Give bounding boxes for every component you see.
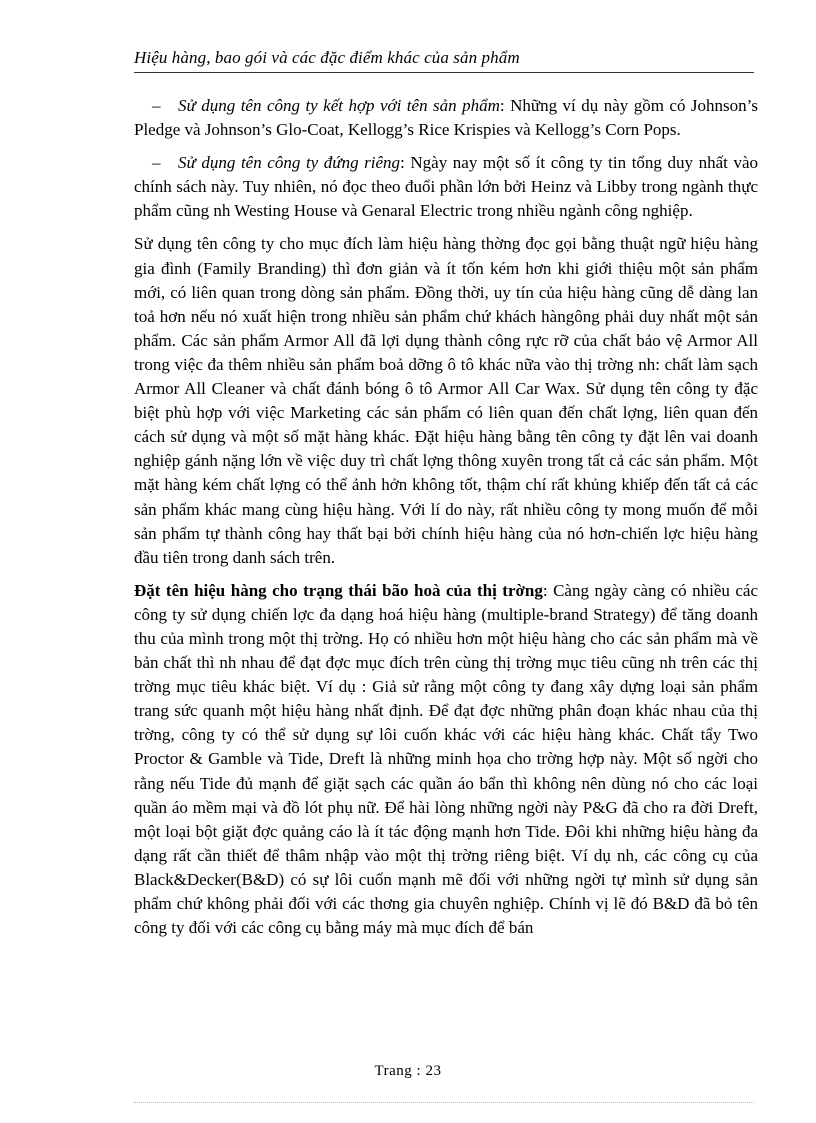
list-item bbox=[134, 94, 758, 142]
section-text: : Càng ngày càng có nhiều các công ty sử dụng chiến lợc đa dạng hoá hiệu hàng (multiple-brand Strategy) để tăng doanh thu của mình trong một thị trờng. Họ có nhiều hơn một hiệu hàng cho các sản phẩm mà về bản chất thì nh nhau để đạt đợc mục đích trên cùng thị trờng mục tiêu cũng nh trên các thị trờng mục tiêu khác biệt. Ví dụ : Giả sử rằng một công ty đang xây dựng loại sản phẩm trang sức quanh một hiệu hàng nhất định. Để đạt đợc những phân đoạn khác nhau của thị trờng, công ty có thể sử dụng sự lôi cuốn khác với các hiệu hàng khác. Chất tẩy Two Proctor & Gamble và Tide, Dreft là những minh họa cho trờng hợp này. Một số ngời cho rằng nếu Tide đủ mạnh để giặt sạch các quần áo bẩn thì không nên dùng nó cho các loại quần áo mềm mại và đồ lót phụ nữ. Để hài lòng những ngời này P&G đã cho ra đời Dreft, một loại bột giặt đợc quảng cáo là ít tác động mạnh hơn Tide. Đôi khi những hiệu hàng đa dạng rất cần thiết để thâm nhập vào một thị trờng riêng biệt. Ví dụ nh, các công cụ của Black&Decker(B&D) có sự lôi cuốn mạnh mẽ đối với những ngời tự mình sử dụng sản phẩm chứ không phải đối với các thơng gia chuyên nghiệp. Chính vị lẽ đó B&D đã bỏ tên công ty đối với các công cụ bằng máy mà mục đích để bán bbox=[134, 580, 758, 938]
page-header: Hiệu hàng, bao gói và các đặc điểm khác của sản phẩm bbox=[134, 48, 520, 67]
list-item-text: : Ngày nay một số ít công ty tin tổng duy nhất vào chính sách này. Tuy nhiên, nó đọc theo đuổi phần lớn bởi Heinz và Libby trong ngành thực phẩm cũng nh Westing House và Genaral Electric trong nhiều ngành công nghiệp. bbox=[134, 153, 758, 221]
list-item-lead: Sử dụng tên công ty đứng riêng bbox=[178, 153, 401, 173]
section-heading: Đặt tên hiệu hàng cho trạng thái bão hoà của thị trờng bbox=[134, 580, 543, 600]
header-rule bbox=[134, 72, 754, 73]
page-number: Trang : 23 bbox=[374, 1063, 442, 1079]
body-paragraph: Sử dụng tên công ty cho mục đích làm hiệu hàng thờng đọc gọi bằng thuật ngữ hiệu hàng gia đình (Family Branding) thì đơn giản và ít tốn kém hơn khi giới thiệu một sản phẩm mới, có liên quan trong dòng sản phẩm. Đồng thời, uy tín của hiệu hàng cũng dễ dàng lan toả hơn nếu nó xuất hiện trong nhiều sản phẩm chứ khách hàngông phải duy nhất một sản phẩm. Các sản phẩm Armor All đã lợi dụng thành công rực rỡ của chất bảo vệ Armor All trong việc đa thêm nhiều sản phẩm boả dỡng ô tô khác nữa vào thị trờng nh: chất làm sạch Armor All Cleaner và chất đánh bóng ô tô Armor All Car Wax. Sử dụng tên công ty đặc biệt phù hợp với việc Marketing các sản phẩm có liên quan đến chất lợng, liên quan đến cách sử dụng và một số mặt hàng khác. Đặt hiệu hàng bằng tên công ty đặt lên vai doanh nghiệp gánh nặng lớn về việc duy trì chất lợng thông xuyên trong tất cả các sản phẩm. Một mặt hàng kém chất lợng có thể ảnh hởn không tốt, thậm chí rất khủng khiếp đến tất cả các sản phẩm khác mang cùng hiệu hàng. Với lí do này, rất nhiều công ty mong muốn để mỗi sản phẩm tự thành công hay thất bại bởi chính hiệu hàng của nó hơn-chiến lợc hiệu hàng đầu tiên trong danh sách trên. bbox=[134, 234, 758, 567]
dash-bullet: – bbox=[152, 96, 161, 115]
dash-bullet: – bbox=[152, 153, 161, 173]
section-paragraph bbox=[134, 579, 758, 940]
list-item bbox=[134, 151, 758, 223]
footer-rule bbox=[134, 1102, 754, 1103]
document-body bbox=[134, 94, 758, 949]
list-item-lead: Sử dụng tên công ty kết hợp với tên sản phẩm bbox=[178, 96, 500, 115]
list-item-text: : Những ví dụ này gồm có Johnson’s Pledge và Johnson’s Glo-Coat, Kellogg’s Rice Krispies và Kellogg’s Corn Pops. bbox=[134, 96, 758, 140]
